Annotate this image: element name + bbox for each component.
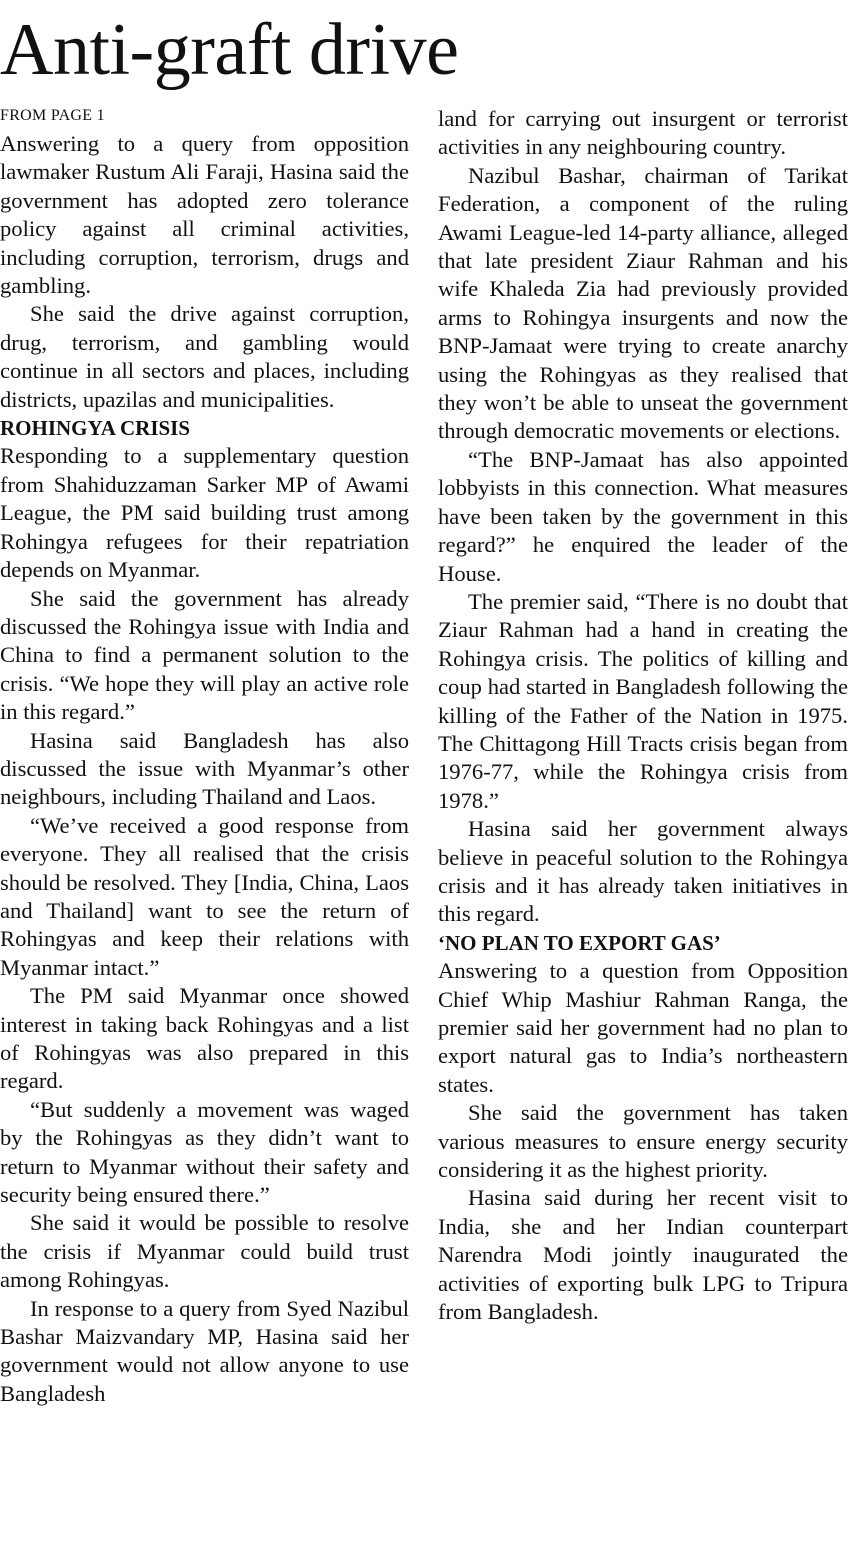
paragraph: The PM said Myanmar once showed interest in taking back Rohingyas and a list of Rohingyas was also prepared in this regard. (0, 983, 409, 1094)
paragraph: “But suddenly a movement was waged by the Rohingyas as they didn’t want to return to Myanmar without their safety and security being ensured there.” (0, 1096, 409, 1208)
paragraph: The premier said, “There is no doubt that Ziaur Rahman had a hand in creating the Rohingya crisis. The politics of killing and coup had started in Bangladesh following the killing of the Father of the Nation in 1975. The Chittagong Hill Tracts crisis began from 1976-77, while the Rohingya crisis from 1978.” (438, 588, 848, 813)
kicker-from-page: FROM PAGE 1 (0, 107, 105, 124)
paragraph: Hasina said Bangladesh has also discussed the issue with Myanmar’s other neighbours, including Thailand and Laos. (0, 727, 409, 810)
article-column-right (438, 104, 848, 1326)
paragraph: “The BNP-Jamaat has also appointed lobbyists in this connection. What measures have been taken by the government in this regard?” he enquired the leader of the House. (438, 446, 848, 586)
paragraph: Hasina said during her recent visit to India, she and her Indian counterpart Narendra Modi jointly inaugurated the activities of exporting bulk LPG to Tripura from Bangladesh. (438, 1185, 848, 1325)
paragraph: Answering to a question from Opposition Chief Whip Mashiur Rahman Ranga, the premier said her government had no plan to export natural gas to India’s northeastern states. (438, 958, 848, 1097)
paragraph: She said the government has already discussed the Rohingya issue with India and China to find a permanent solution to the crisis. “We hope they will play an active role in this regard.” (0, 585, 409, 725)
subhead-no-plan-to-export-gas: ‘NO PLAN TO EXPORT GAS’ (438, 930, 721, 955)
paragraph: She said the government has taken various measures to ensure energy security considering it as the highest priority. (438, 1100, 848, 1183)
subhead-rohingya-crisis: ROHINGYA CRISIS (0, 416, 191, 441)
paragraph: Nazibul Bashar, chairman of Tarikat Federation, a component of the ruling Awami League-led 14-party alliance, alleged that late president Ziaur Rahman and his wife Khaleda Zia had previously provided arms to Rohingya insurgents and now the BNP-Jamaat were trying to create anarchy using the Rohingyas as they realised that they won’t be able to unseat the government through democratic movements or elections. (438, 162, 848, 444)
paragraph: She said the drive against corruption, drug, terrorism, and gambling would continue in all sectors and places, including districts, upazilas and municipalities. (0, 301, 409, 412)
paragraph: She said it would be possible to resolve the crisis if Myanmar could build trust among Rohingyas. (0, 1210, 409, 1293)
paragraph: In response to a query from Syed Nazibul Bashar Maizvandary MP, Hasina said her government would not allow anyone to use Bangladesh (0, 1295, 409, 1406)
paragraph: Answering to a query from opposition lawmaker Rustum Ali Faraji, Hasina said the government has adopted zero tolerance policy against all criminal activities, including corruption, terrorism, drugs and gambling. (0, 131, 409, 299)
paragraph: Hasina said her government always believe in peaceful solution to the Rohingya crisis and it has already taken initiatives in this regard. (438, 816, 848, 927)
paragraph: land for carrying out insurgent or terrorist activities in any neighbouring country. (438, 106, 848, 160)
article-column-left (0, 104, 409, 1408)
headline: Anti-graft drive (0, 9, 459, 91)
paragraph: Responding to a supplementary question from Shahiduzzaman Sarker MP of Awami League, the PM said building trust among Rohingya refugees for their repatriation depends on Myanmar. (0, 443, 409, 583)
paragraph: “We’ve received a good response from everyone. They all realised that the crisis should be resolved. They [India, China, Laos and Thailand] want to see the return of Rohingyas and keep their relations with Myanmar intact.” (0, 812, 409, 980)
